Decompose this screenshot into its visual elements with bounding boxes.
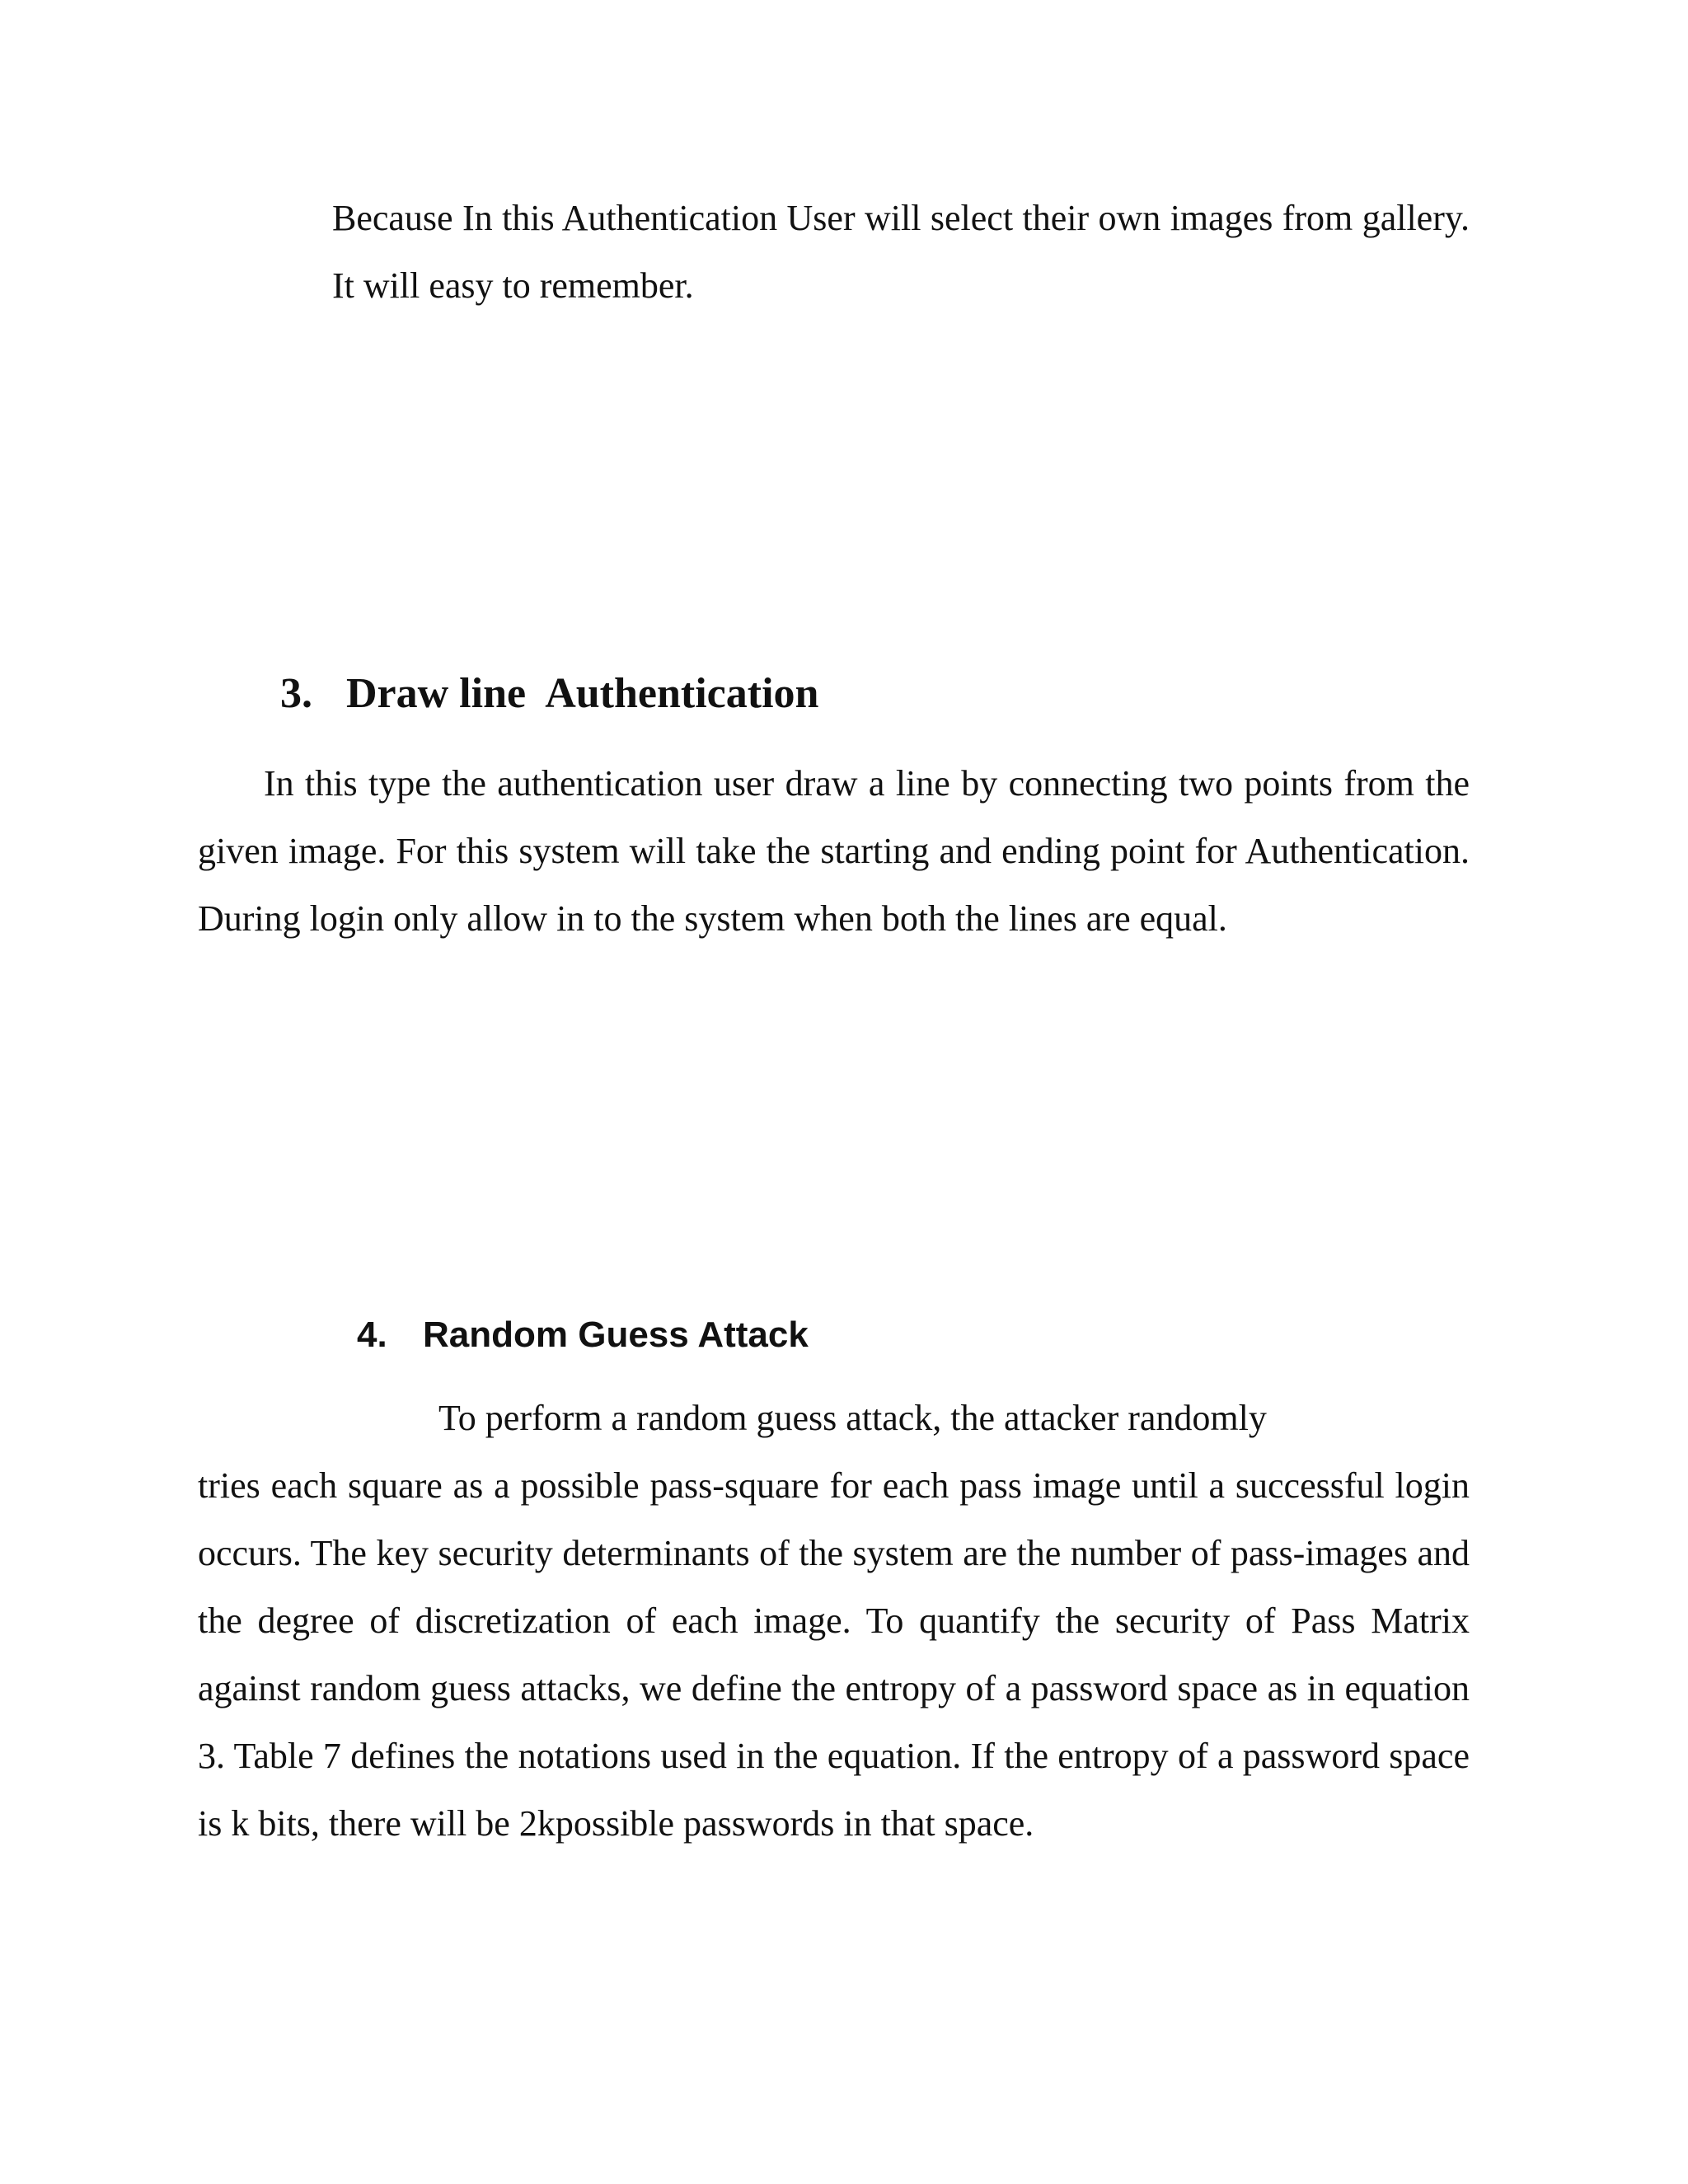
section-3-title: Draw line Authentication (346, 670, 819, 717)
section-4-number: 4. (357, 1315, 387, 1355)
section-3-paragraph: In this type the authentication user draw a line by connecting two points from the given image. For this system will take the starting and ending point for Authentication. During login only allow in to the system when both the lines are equal. (198, 763, 1470, 939)
intro-paragraph: Because In this Authentication User will select their own images from gallery. It will easy to remember. (332, 198, 1470, 306)
section-4-first-line: To perform a random guess attack, the attacker randomly (438, 1398, 1267, 1438)
section-4-body: tries each square as a possible pass-square for each pass image until a successful login occurs. The key security determinants of the system are the number of pass-images and the degree of discretization of each image. To quantify the security of Pass Matrix against random guess attacks, we define the entropy of a password space as in equation 3. Table 7 defines the notations used in the equation. If the entropy of a password space is k bits, there will be 2kpossible passwords in that space. (198, 1465, 1470, 1844)
section-4-heading (357, 1310, 809, 1360)
section-3-heading (280, 668, 818, 720)
section-3-number: 3. (280, 670, 312, 717)
section-4-paragraph (198, 1385, 1470, 1858)
section-4-title: Random Guess Attack (423, 1315, 809, 1355)
